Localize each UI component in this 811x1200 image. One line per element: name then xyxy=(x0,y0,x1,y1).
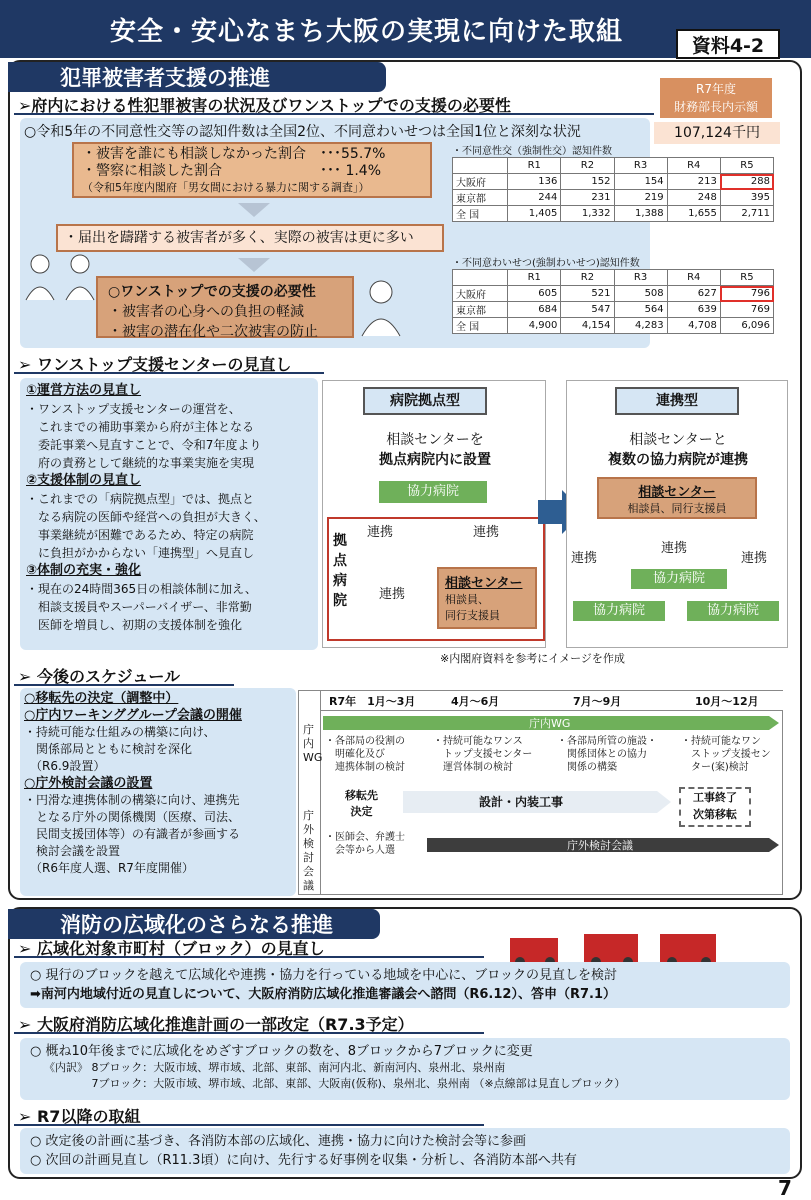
table-header: R4 xyxy=(667,158,720,174)
table-cell: 219 xyxy=(614,190,667,206)
schedule-header xyxy=(321,691,783,711)
schedule-column-header: 4月～6月 xyxy=(451,695,500,708)
review-line: 府の責務として継続的な事業実施を実現 xyxy=(26,456,255,470)
need-item1: ・被害者の心身への負担の軽減 xyxy=(108,304,304,320)
table-cell: 684 xyxy=(508,302,561,318)
consult-center-box xyxy=(437,567,537,629)
table-row xyxy=(453,286,774,302)
blocks-text2: ➡南河内地域付近の見直しについて、大阪府消防広域化推進審議会へ諮問（R6.12）、答申（R7.1） xyxy=(30,987,616,1002)
table1-caption: ・不同意性交（強制性交）認知件数 xyxy=(452,146,612,157)
survey-box xyxy=(72,142,432,198)
link-label: 連携 xyxy=(661,541,688,556)
fire-engine-icon xyxy=(480,918,730,968)
work-label: 設計・内装工事 xyxy=(479,795,564,809)
review-line: これまでの補助事業から府が主体となる xyxy=(26,420,255,434)
table-cell: 769 xyxy=(720,302,773,318)
schedule-column-header: 10月～12月 xyxy=(695,695,759,708)
table-cell: 4,900 xyxy=(508,318,561,334)
table-header xyxy=(453,270,508,286)
table-row xyxy=(453,302,774,318)
link-label: 連携 xyxy=(367,525,394,540)
hospital-type-desc2: 拠点病院内に設置 xyxy=(379,452,491,468)
schedule-text-panel xyxy=(20,688,296,896)
link-center-box xyxy=(597,477,757,519)
table-cell: 4,708 xyxy=(667,318,720,334)
table-cell: 大阪府 xyxy=(453,174,508,190)
subheading-schedule: ➢ 今後のスケジュール xyxy=(14,664,234,686)
stat-table-indecency xyxy=(452,254,774,334)
schedule-line: 民間支援団体等）の有識者が参画する xyxy=(24,827,241,841)
section1-heading: 犯罪被害者支援の推進 xyxy=(8,62,386,92)
survey-note: （令和5年度内閣府「男女間における暴力に関する調査」） xyxy=(82,181,370,194)
review-line: ・これまでの「病院拠点型」では、拠点と xyxy=(26,492,255,506)
table-row xyxy=(453,206,774,222)
table-cell: 521 xyxy=(561,286,614,302)
table-cell: 1,405 xyxy=(508,206,561,222)
table-cell: 136 xyxy=(508,174,561,190)
schedule-line: ・持続可能な仕組みの構築に向け、 xyxy=(24,725,216,739)
wg-bar-label: 庁内WG xyxy=(529,717,571,730)
link-center-staff: 相談員、同行支援員 xyxy=(627,502,727,515)
table-row xyxy=(453,190,774,206)
table-header: R1 xyxy=(508,158,561,174)
doc-label: 資料4-2 xyxy=(676,29,780,59)
sched-cell-2: ・持続可能なワンス トップ支援センター 運営体制の検討 xyxy=(433,736,533,773)
review-heading: ③体制の充実・強化 xyxy=(26,563,142,578)
table-cell: 213 xyxy=(667,174,720,190)
table-cell: 231 xyxy=(561,190,614,206)
table-cell: 東京都 xyxy=(453,190,508,206)
consult-center-title: 相談センター xyxy=(445,576,523,591)
table-cell: 639 xyxy=(667,302,720,318)
ext-item: ・医師会、弁護士 会等から人選 xyxy=(325,832,405,856)
table-cell: 508 xyxy=(614,286,667,302)
subheading-plan: ➢ 大阪府消防広域化推進計画の一部改定（R7.3予定） xyxy=(14,1012,484,1034)
table-cell: 605 xyxy=(508,286,561,302)
schedule-column-header: R7年 1月～3月 xyxy=(329,695,416,708)
review-line: 委託事業へ見直すことで、令和7年度より xyxy=(26,438,262,452)
table-cell: 627 xyxy=(667,286,720,302)
coop-hospital-box: 協力病院 xyxy=(573,601,665,621)
table2-caption: ・不同意わいせつ(強制わいせつ)認知件数 xyxy=(452,258,640,269)
review-line: ・現在の24時間365日の相談体制に加え、 xyxy=(26,582,257,596)
hospital-type-title: 病院拠点型 xyxy=(363,387,487,415)
stat-table-rape xyxy=(452,142,770,222)
plan-panel xyxy=(20,1038,790,1100)
need-box xyxy=(96,276,354,338)
section2-heading: 消防の広域化のさらなる推進 xyxy=(8,909,380,939)
link-type-desc2: 複数の協力病院が連携 xyxy=(608,452,748,468)
table-cell: 154 xyxy=(614,174,667,190)
need-item2: ・被害の潜在化や二次被害の防止 xyxy=(108,324,318,340)
plan-text: ○ 概ね10年後までに広域化をめざすブロックの数を、8ブロックから7ブロックに変更 xyxy=(30,1044,533,1059)
table-header: R2 xyxy=(561,270,614,286)
table-cell: 248 xyxy=(667,190,720,206)
r7-panel xyxy=(20,1128,790,1174)
table-header: R3 xyxy=(614,158,667,174)
review-line: 事業継続が困難であるため、特定の病院 xyxy=(26,528,254,542)
wg-row-label: 庁 内 WG xyxy=(303,723,323,764)
table-header: R5 xyxy=(720,158,773,174)
schedule-heading: ○移転先の決定（調整中） xyxy=(24,691,179,706)
table-header: R4 xyxy=(667,270,720,286)
blocks-text1: ○ 現行のブロックを越えて広域化や連携・協力を行っている地域を中心に、ブロックの見直しを検討 xyxy=(30,968,617,983)
link-center-title: 相談センター xyxy=(638,485,716,500)
sched-cell-1: ・各部局の役割の 明確化及び 連携体制の検討 xyxy=(325,736,405,773)
schedule-heading: ○庁外検討会議の設置 xyxy=(24,776,153,791)
table-header: R2 xyxy=(561,158,614,174)
page-number: 7 xyxy=(778,1176,792,1200)
link-label: 連携 xyxy=(473,525,500,540)
table-cell: 152 xyxy=(561,174,614,190)
figure-note: ※内閣府資料を参考にイメージを作成 xyxy=(440,652,625,665)
table2 xyxy=(452,269,774,334)
intro-text: ○令和5年の不同意性交等の認知件数は全国2位、不同意わいせつは全国1位と深刻な状況 xyxy=(24,124,581,140)
subheading-r7: ➢ R7以降の取組 xyxy=(14,1104,484,1126)
consult-staff: 相談員、 同行支援員 xyxy=(445,593,500,622)
table-cell: 1,655 xyxy=(667,206,720,222)
table-header: R1 xyxy=(508,270,561,286)
hesitate-box: ・届出を躊躇する被害者が多く、実際の被害は更に多い xyxy=(56,224,444,252)
coop-hospital-box: 協力病院 xyxy=(687,601,779,621)
review-line: なる病院の医師や経営への負担が大きく、 xyxy=(26,510,266,524)
need-title: ○ワンストップでの支援の必要性 xyxy=(108,284,316,300)
subheading-blocks: ➢ 広域化対象市町村（ブロック）の見直し xyxy=(14,936,484,958)
r7-text1: ○ 改定後の計画に基づき、各消防本部の広域化、連携・協力に向けた検討会等に参画 xyxy=(30,1134,526,1149)
r7-text2: ○ 次回の計画見直し（R11.3頃）に向け、先行する好事例を収集・分析し、各消防本部へ共有 xyxy=(30,1153,577,1168)
link-label: 連携 xyxy=(571,551,598,566)
schedule-heading: ○庁内ワーキンググループ会議の開催 xyxy=(24,708,242,723)
schedule-grid xyxy=(298,690,783,895)
review-line: 相談支援員やスーパーバイザー、非常勤 xyxy=(26,600,252,614)
link-label: 連携 xyxy=(741,551,768,566)
plan-detail1: 《内訳》 8ブロック：大阪市域、堺市域、北部、東部、南河内北、新南河内、泉州北、泉州南 xyxy=(44,1061,506,1074)
table-cell: 796 xyxy=(720,286,773,302)
schedule-line: 関係部局とともに検討を深化 xyxy=(24,742,193,756)
person-thinking-icon xyxy=(358,276,404,338)
sched-cell-4: ・持続可能なワン ストップ支援セン ター(案)検討 xyxy=(681,736,771,773)
table-cell: 1,332 xyxy=(561,206,614,222)
table-cell: 全 国 xyxy=(453,318,508,334)
survey-line2: ・警察に相談した割合 ･･･ 1.4% xyxy=(82,163,382,179)
table-cell: 395 xyxy=(720,190,773,206)
link-type-title: 連携型 xyxy=(615,387,739,415)
table-cell: 東京都 xyxy=(453,302,508,318)
link-type-desc1: 相談センターと xyxy=(629,432,727,448)
done-label: 工事終了 次第移転 xyxy=(679,787,751,827)
table1 xyxy=(452,157,774,222)
table-cell: 大阪府 xyxy=(453,286,508,302)
link-label: 連携 xyxy=(379,587,406,602)
subheading-review: ➢ ワンストップ支援センターの見直し xyxy=(14,352,324,374)
table-header xyxy=(453,158,508,174)
table-row xyxy=(453,174,774,190)
coop-hospital-box: 協力病院 xyxy=(631,569,727,589)
coop-hospital-box: 協力病院 xyxy=(379,481,487,503)
subheading-need: ➢府内における性犯罪被害の状況及びワンストップでの支援の必要性 xyxy=(14,93,654,115)
decide-label: 移転先 決定 xyxy=(345,789,378,818)
budget-value: 107,124千円 xyxy=(654,122,780,144)
sched-cell-3: ・各部局所管の施設・ 関係団体との協力 関係の構築 xyxy=(557,736,657,773)
table-cell: 564 xyxy=(614,302,667,318)
review-line: ・ワンストップ支援センターの運営を、 xyxy=(26,402,241,416)
table-cell: 2,711 xyxy=(720,206,773,222)
ext-bar-label: 庁外検討会議 xyxy=(567,839,633,852)
blocks-panel xyxy=(20,962,790,1008)
schedule-line: ・円滑な連携体制の構築に向け、連携先 xyxy=(24,793,240,807)
table-cell: 1,388 xyxy=(614,206,667,222)
review-line: に負担がかからない「連携型」へ見直し xyxy=(26,546,255,560)
table-header: R5 xyxy=(720,270,773,286)
schedule-line: となる庁外の関係機関（医療、司法、 xyxy=(24,810,241,824)
base-hospital-label: 拠 点 病 院 xyxy=(333,533,347,609)
schedule-column-header: 7月～9月 xyxy=(573,695,622,708)
table-cell: 547 xyxy=(561,302,614,318)
arrow-down-icon xyxy=(238,203,270,217)
arrow-down-icon xyxy=(238,258,270,272)
survey-line1: ・被害を誰にも相談しなかった割合 ･･･55.7% xyxy=(82,146,386,162)
schedule-line: （R6.9設置） xyxy=(24,759,106,773)
plan-detail2: 7ブロック：大阪市域、堺市域、北部、東部、大阪南(仮称)、泉州北、泉州南 （※点線部は見直しブロック） xyxy=(44,1077,626,1090)
ext-row-label: 庁 外 検 討 会 議 xyxy=(303,809,314,892)
table-cell: 244 xyxy=(508,190,561,206)
table-cell: 4,283 xyxy=(614,318,667,334)
schedule-line: 検討会議を設置 xyxy=(24,844,121,858)
table-cell: 288 xyxy=(720,174,773,190)
page-title: 安全・安心なまち大阪の実現に向けた取組 xyxy=(0,0,811,58)
table-header: R3 xyxy=(614,270,667,286)
table-cell: 6,096 xyxy=(720,318,773,334)
schedule-line: （R6年度人選、R7年度開催） xyxy=(24,861,194,875)
table-cell: 全 国 xyxy=(453,206,508,222)
table-row xyxy=(453,318,774,334)
review-panel xyxy=(20,378,318,650)
hospital-base-diagram xyxy=(322,380,546,648)
hospital-type-desc1: 相談センターを xyxy=(386,432,484,448)
review-heading: ②支援体制の見直し xyxy=(26,473,142,488)
budget-label: R7年度 財務部長内示額 xyxy=(660,78,772,118)
table-cell: 4,154 xyxy=(561,318,614,334)
review-heading: ①運営方法の見直し xyxy=(26,383,142,398)
review-line: 医師を増員し、初期の支援体制を強化 xyxy=(26,618,243,632)
link-type-diagram xyxy=(566,380,788,648)
